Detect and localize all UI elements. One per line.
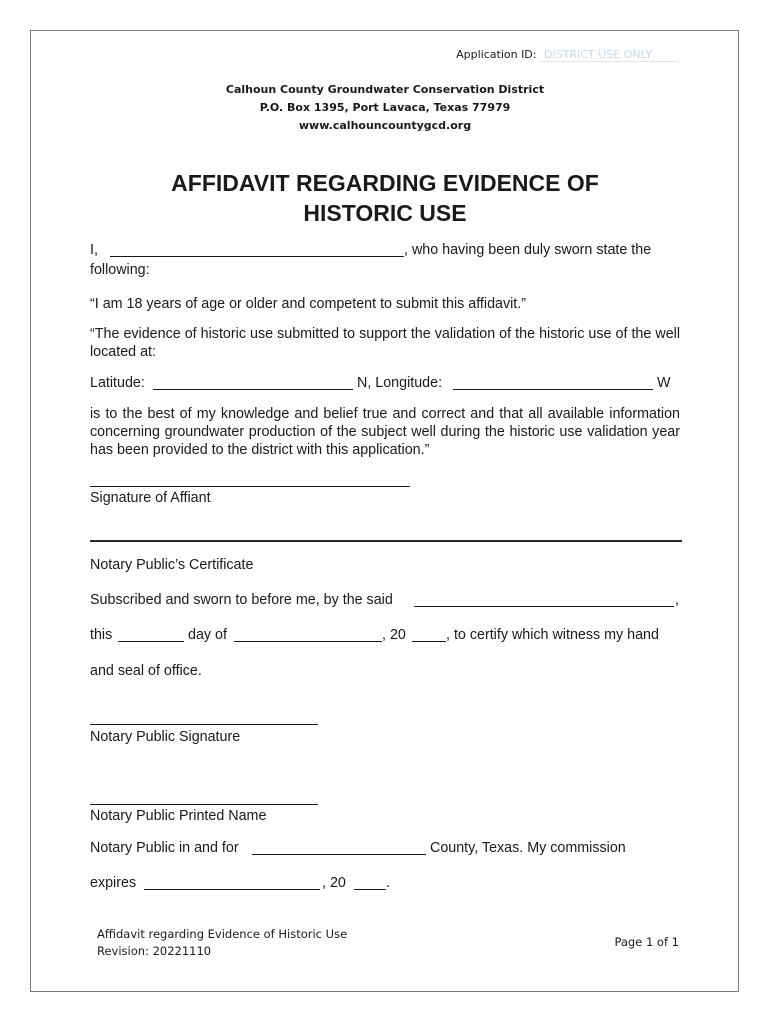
expires-suffix: . bbox=[386, 875, 390, 891]
notary-printed-name-label: Notary Public Printed Name bbox=[90, 808, 267, 824]
expires-year-prefix: , 20 bbox=[322, 875, 346, 891]
application-id-label: Application ID: bbox=[456, 48, 537, 61]
footer-doc-title: Affidavit regarding Evidence of Historic Use bbox=[97, 927, 348, 941]
expires-label: expires bbox=[90, 875, 137, 891]
affiant-signature-label: Signature of Affiant bbox=[90, 490, 211, 506]
expires-year-field[interactable] bbox=[354, 874, 386, 890]
west-label: W bbox=[657, 375, 671, 391]
affiant-name-field[interactable] bbox=[110, 241, 404, 257]
footer-page-number: Page 1 of 1 bbox=[614, 935, 679, 949]
notary-signature-field[interactable] bbox=[90, 724, 318, 725]
application-id bbox=[456, 48, 678, 62]
statement-age: “I am 18 years of age or older and competent to submit this affidavit.” bbox=[90, 296, 527, 312]
county-line bbox=[90, 839, 682, 857]
affiant-signature-field[interactable] bbox=[90, 486, 410, 487]
this-label: this bbox=[90, 627, 113, 643]
application-id-field[interactable]: DISTRICT USE ONLY bbox=[540, 48, 678, 62]
knowledge-statement: is to the best of my knowledge and belief true and correct and that all available information concerning groundwater production of the subject well during the historic use validation year has been provided to the district with this application.” bbox=[90, 406, 680, 458]
footer-revision: Revision: 20221110 bbox=[97, 944, 212, 958]
year-field[interactable] bbox=[412, 626, 446, 642]
intro-line2: following: bbox=[90, 262, 150, 278]
district-website: www.calhouncountygcd.org bbox=[298, 119, 472, 132]
section-divider bbox=[90, 540, 682, 542]
latitude-field[interactable] bbox=[153, 374, 353, 390]
intro-prefix: I, bbox=[90, 242, 98, 258]
day-of-label: day of bbox=[188, 627, 227, 643]
subscribed-line bbox=[90, 591, 682, 609]
longitude-field[interactable] bbox=[453, 374, 653, 390]
district-address: P.O. Box 1395, Port Lavaca, Texas 77979 bbox=[259, 101, 511, 114]
document-title-line2: HISTORIC USE bbox=[303, 200, 467, 226]
notary-certificate-title: Notary Public’s Certificate bbox=[90, 557, 254, 573]
notary-printed-name-field[interactable] bbox=[90, 804, 318, 805]
intro-line bbox=[90, 241, 680, 259]
subscribed-suffix: , bbox=[675, 592, 679, 608]
north-longitude-label: N, Longitude: bbox=[357, 375, 443, 391]
county-suffix: County, Texas. My commission bbox=[430, 840, 626, 856]
county-field[interactable] bbox=[252, 839, 426, 855]
certify-text: , to certify which witness my hand bbox=[446, 627, 659, 643]
district-name: Calhoun County Groundwater Conservation District bbox=[225, 83, 545, 96]
subscribed-prefix: Subscribed and sworn to before me, by the said bbox=[90, 592, 393, 608]
notary-signature-label: Notary Public Signature bbox=[90, 729, 241, 745]
affiant-said-name-field[interactable] bbox=[414, 591, 674, 607]
seal-text: and seal of office. bbox=[90, 663, 202, 679]
latitude-label: Latitude: bbox=[90, 375, 145, 391]
month-field[interactable] bbox=[234, 626, 382, 642]
intro-suffix: , who having been duly sworn state the bbox=[404, 242, 652, 258]
coordinates-line bbox=[90, 374, 680, 392]
date-line bbox=[90, 626, 682, 644]
day-field[interactable] bbox=[118, 626, 184, 642]
year-prefix: , 20 bbox=[382, 627, 406, 643]
county-prefix: Notary Public in and for bbox=[90, 840, 239, 856]
statement-evidence: “The evidence of historic use submitted to support the validation of the historic use of the well located at: bbox=[90, 326, 680, 360]
document-title-line1: AFFIDAVIT REGARDING EVIDENCE OF bbox=[171, 170, 599, 196]
expires-line bbox=[90, 874, 682, 892]
expires-date-field[interactable] bbox=[144, 874, 320, 890]
